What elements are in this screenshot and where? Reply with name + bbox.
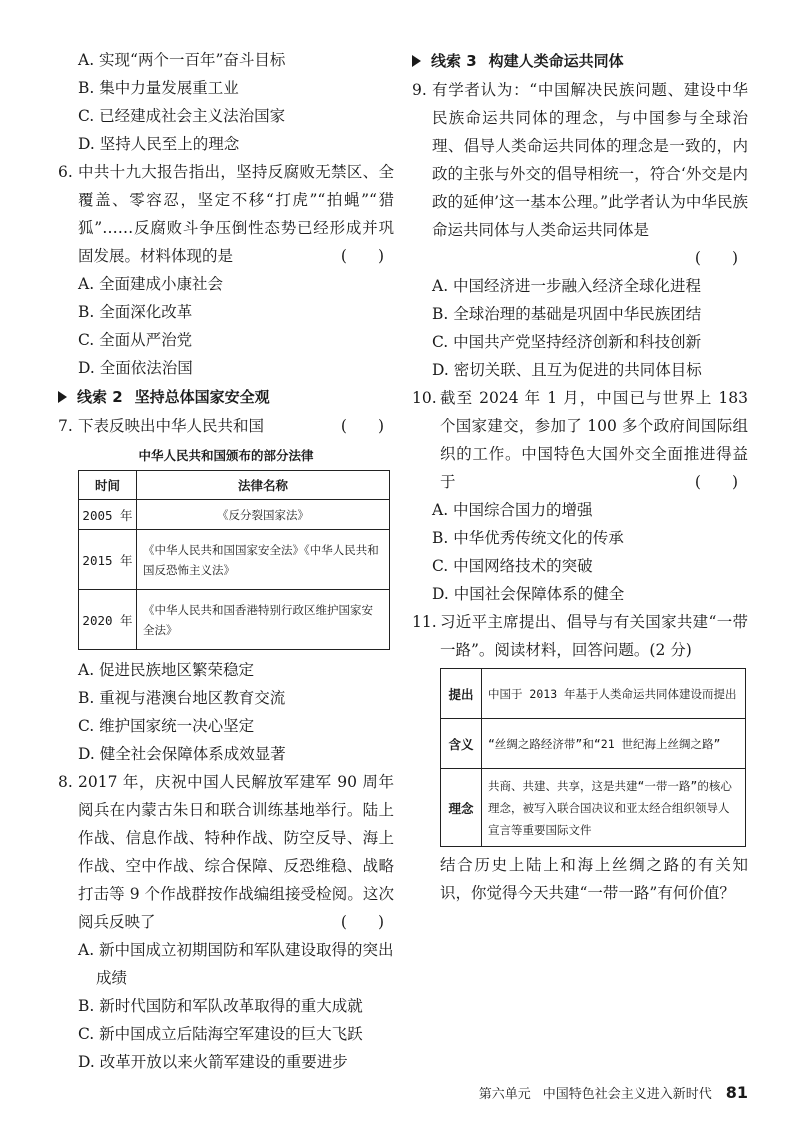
q7 [58, 412, 394, 440]
q5-option-d[interactable]: D. 坚持人民至上的理念 [78, 135, 240, 153]
q9-option-c[interactable]: C. 中国共产党坚持经济创新和科技创新 [432, 333, 702, 351]
q8 [58, 768, 394, 936]
law-table-header-law: 法律名称 [137, 471, 390, 500]
section-3-label: 线索 3 [431, 52, 477, 70]
q9-answer-bracket[interactable]: ( ) [694, 249, 738, 267]
q7-table-caption: 中华人民共和国颁布的部分法律 [138, 448, 314, 463]
q7-stem: 下表反映出中华人民共和国 [78, 417, 265, 435]
q8-options [58, 936, 394, 1076]
q8-number: 8. [58, 773, 73, 791]
law-table [78, 470, 390, 650]
belt-road-key: 理念 [441, 769, 482, 847]
q6-answer-bracket[interactable]: ( ) [340, 247, 384, 265]
belt-road-table [440, 668, 746, 847]
q10-option-d[interactable]: D. 中国社会保障体系的健全 [432, 585, 625, 603]
q6-option-d[interactable]: D. 全面依法治国 [78, 359, 193, 377]
q8-option-a[interactable]: A. 新中国成立初期国防和军队建设取得的突出成绩 [78, 941, 394, 987]
q11-question: 结合历史上陆上和海上丝绸之路的有关知识，你觉得今天共建“一带一路”有何价值？ [440, 856, 748, 902]
q6-options [58, 270, 394, 382]
law-table-header-row [79, 471, 390, 500]
belt-road-key: 提出 [441, 669, 482, 719]
q7-number: 7. [58, 417, 73, 435]
q7-option-d[interactable]: D. 健全社会保障体系成效显著 [78, 745, 286, 763]
q10-number: 10. [412, 389, 437, 407]
q7-option-a[interactable]: A. 促进民族地区繁荣稳定 [78, 661, 255, 679]
q7-answer-bracket[interactable]: ( ) [340, 417, 384, 435]
q10-option-b[interactable]: B. 中华优秀传统文化的传承 [432, 529, 624, 547]
q5-option-a[interactable]: A. 实现“两个一百年”奋斗目标 [78, 51, 286, 69]
section-3-title: 构建人类命运共同体 [488, 52, 624, 70]
q9-option-d[interactable]: D. 密切关联、且互为促进的共同体目标 [432, 361, 702, 379]
q9-options [412, 272, 748, 384]
q8-option-d[interactable]: D. 改革开放以来火箭军建设的重要进步 [78, 1053, 348, 1071]
table-row [441, 719, 746, 769]
table-row [79, 500, 390, 530]
q6-option-a[interactable]: A. 全面建成小康社会 [78, 275, 224, 293]
q9-number: 9. [412, 81, 427, 99]
section-2-title: 坚持总体国家安全观 [134, 388, 270, 406]
q9-option-b[interactable]: B. 全球治理的基础是巩固中华民族团结 [432, 305, 702, 323]
belt-road-value: 中国于 2013 年基于人类命运共同体建设而提出 [482, 669, 746, 719]
law-name: 《中华人民共和国香港特别行政区维护国家安全法》 [137, 590, 390, 650]
q5-options [58, 46, 394, 158]
q7-option-b[interactable]: B. 重视与港澳台地区教育交流 [78, 689, 286, 707]
q10-answer-bracket[interactable]: ( ) [694, 473, 738, 491]
q10-option-a[interactable]: A. 中国综合国力的增强 [432, 501, 593, 519]
q9 [412, 76, 748, 272]
table-row [79, 590, 390, 650]
q6 [58, 158, 394, 270]
law-year: 2005 年 [79, 500, 137, 530]
q8-stem: 2017 年，庆祝中国人民解放军建军 90 周年阅兵在内蒙古朱日和联合训练基地举行。陆上作战、信息作战、特种作战、防空反导、海上作战、空中作战、综合保障、反恐维稳、战略打击等 9 个作战群按作战编组接受检阅。这次阅兵反映了 [78, 773, 394, 931]
q5-option-b[interactable]: B. 集中力量发展重工业 [78, 79, 239, 97]
q11 [412, 608, 748, 664]
table-row [441, 769, 746, 847]
q10 [412, 384, 748, 496]
q6-option-b[interactable]: B. 全面深化改革 [78, 303, 193, 321]
section-2-label: 线索 2 [77, 388, 123, 406]
table-row [79, 530, 390, 590]
belt-road-value: “丝绸之路经济带”和“21 世纪海上丝绸之路” [482, 719, 746, 769]
q10-stem: 截至 2024 年 1 月，中国已与世界上 183 个国家建交，参加了 100 多个政府间国际组织的工作。中国特色大国外交全面推进得益于 [440, 389, 748, 491]
triangle-bullet-icon [412, 55, 421, 67]
q10-option-c[interactable]: C. 中国网络技术的突破 [432, 557, 593, 575]
law-name: 《反分裂国家法》 [137, 500, 390, 530]
section-heading-2 [58, 382, 394, 412]
q9-option-a[interactable]: A. 中国经济进一步融入经济全球化进程 [432, 277, 702, 295]
q6-stem: 中共十九大报告指出，坚持反腐败无禁区、全覆盖、零容忍，坚定不移“打虎”“拍蝇”“猎狐”……反腐败斗争压倒性态势已经形成并巩固发展。材料体现的是 [78, 163, 394, 265]
law-name: 《中华人民共和国国家安全法》《中华人民共和国反恐怖主义法》 [137, 530, 390, 590]
belt-road-key: 含义 [441, 719, 482, 769]
q6-option-c[interactable]: C. 全面从严治党 [78, 331, 193, 349]
q9-stem: 有学者认为：“中国解决民族问题、建设中华民族命运共同体的理念，与中国参与全球治理、倡导人类命运共同体的理念是一致的，内政的主张与外交的倡导相统一，符合‘外交是内政的延伸’这一基本公理。”此学者认为中华民族命运共同体与人类命运共同体是 [432, 81, 748, 239]
footer-title: 中国特色社会主义进入新时代 [542, 1087, 712, 1102]
law-table-header-time: 时间 [79, 471, 137, 500]
law-year: 2015 年 [79, 530, 137, 590]
triangle-bullet-icon [58, 391, 67, 403]
q7-options [58, 656, 394, 768]
table-row [441, 669, 746, 719]
q11-stem: 习近平主席提出、倡导与有关国家共建“一带一路”。阅读材料，回答问题。(2 分) [440, 613, 748, 659]
left-column [58, 46, 394, 1076]
q10-options [412, 496, 748, 608]
footer-unit: 第六单元 [478, 1087, 531, 1102]
section-heading-3 [412, 46, 748, 76]
law-year: 2020 年 [79, 590, 137, 650]
q8-option-c[interactable]: C. 新中国成立后陆海空军建设的巨大飞跃 [78, 1025, 363, 1043]
belt-road-value: 共商、共建、共享，这是共建“一带一路”的核心理念，被写入联合国决议和亚太经合组织领导人宣言等重要国际文件 [482, 769, 746, 847]
q8-answer-bracket[interactable]: ( ) [340, 913, 384, 931]
right-column [412, 46, 748, 907]
q8-option-b[interactable]: B. 新时代国防和军队改革取得的重大成就 [78, 997, 363, 1015]
page-footer [400, 1083, 748, 1102]
q11-number: 11. [412, 613, 437, 631]
q7-option-c[interactable]: C. 维护国家统一决心坚定 [78, 717, 255, 735]
page-number: 81 [725, 1083, 748, 1102]
q6-number: 6. [58, 163, 73, 181]
q5-option-c[interactable]: C. 已经建成社会主义法治国家 [78, 107, 286, 125]
